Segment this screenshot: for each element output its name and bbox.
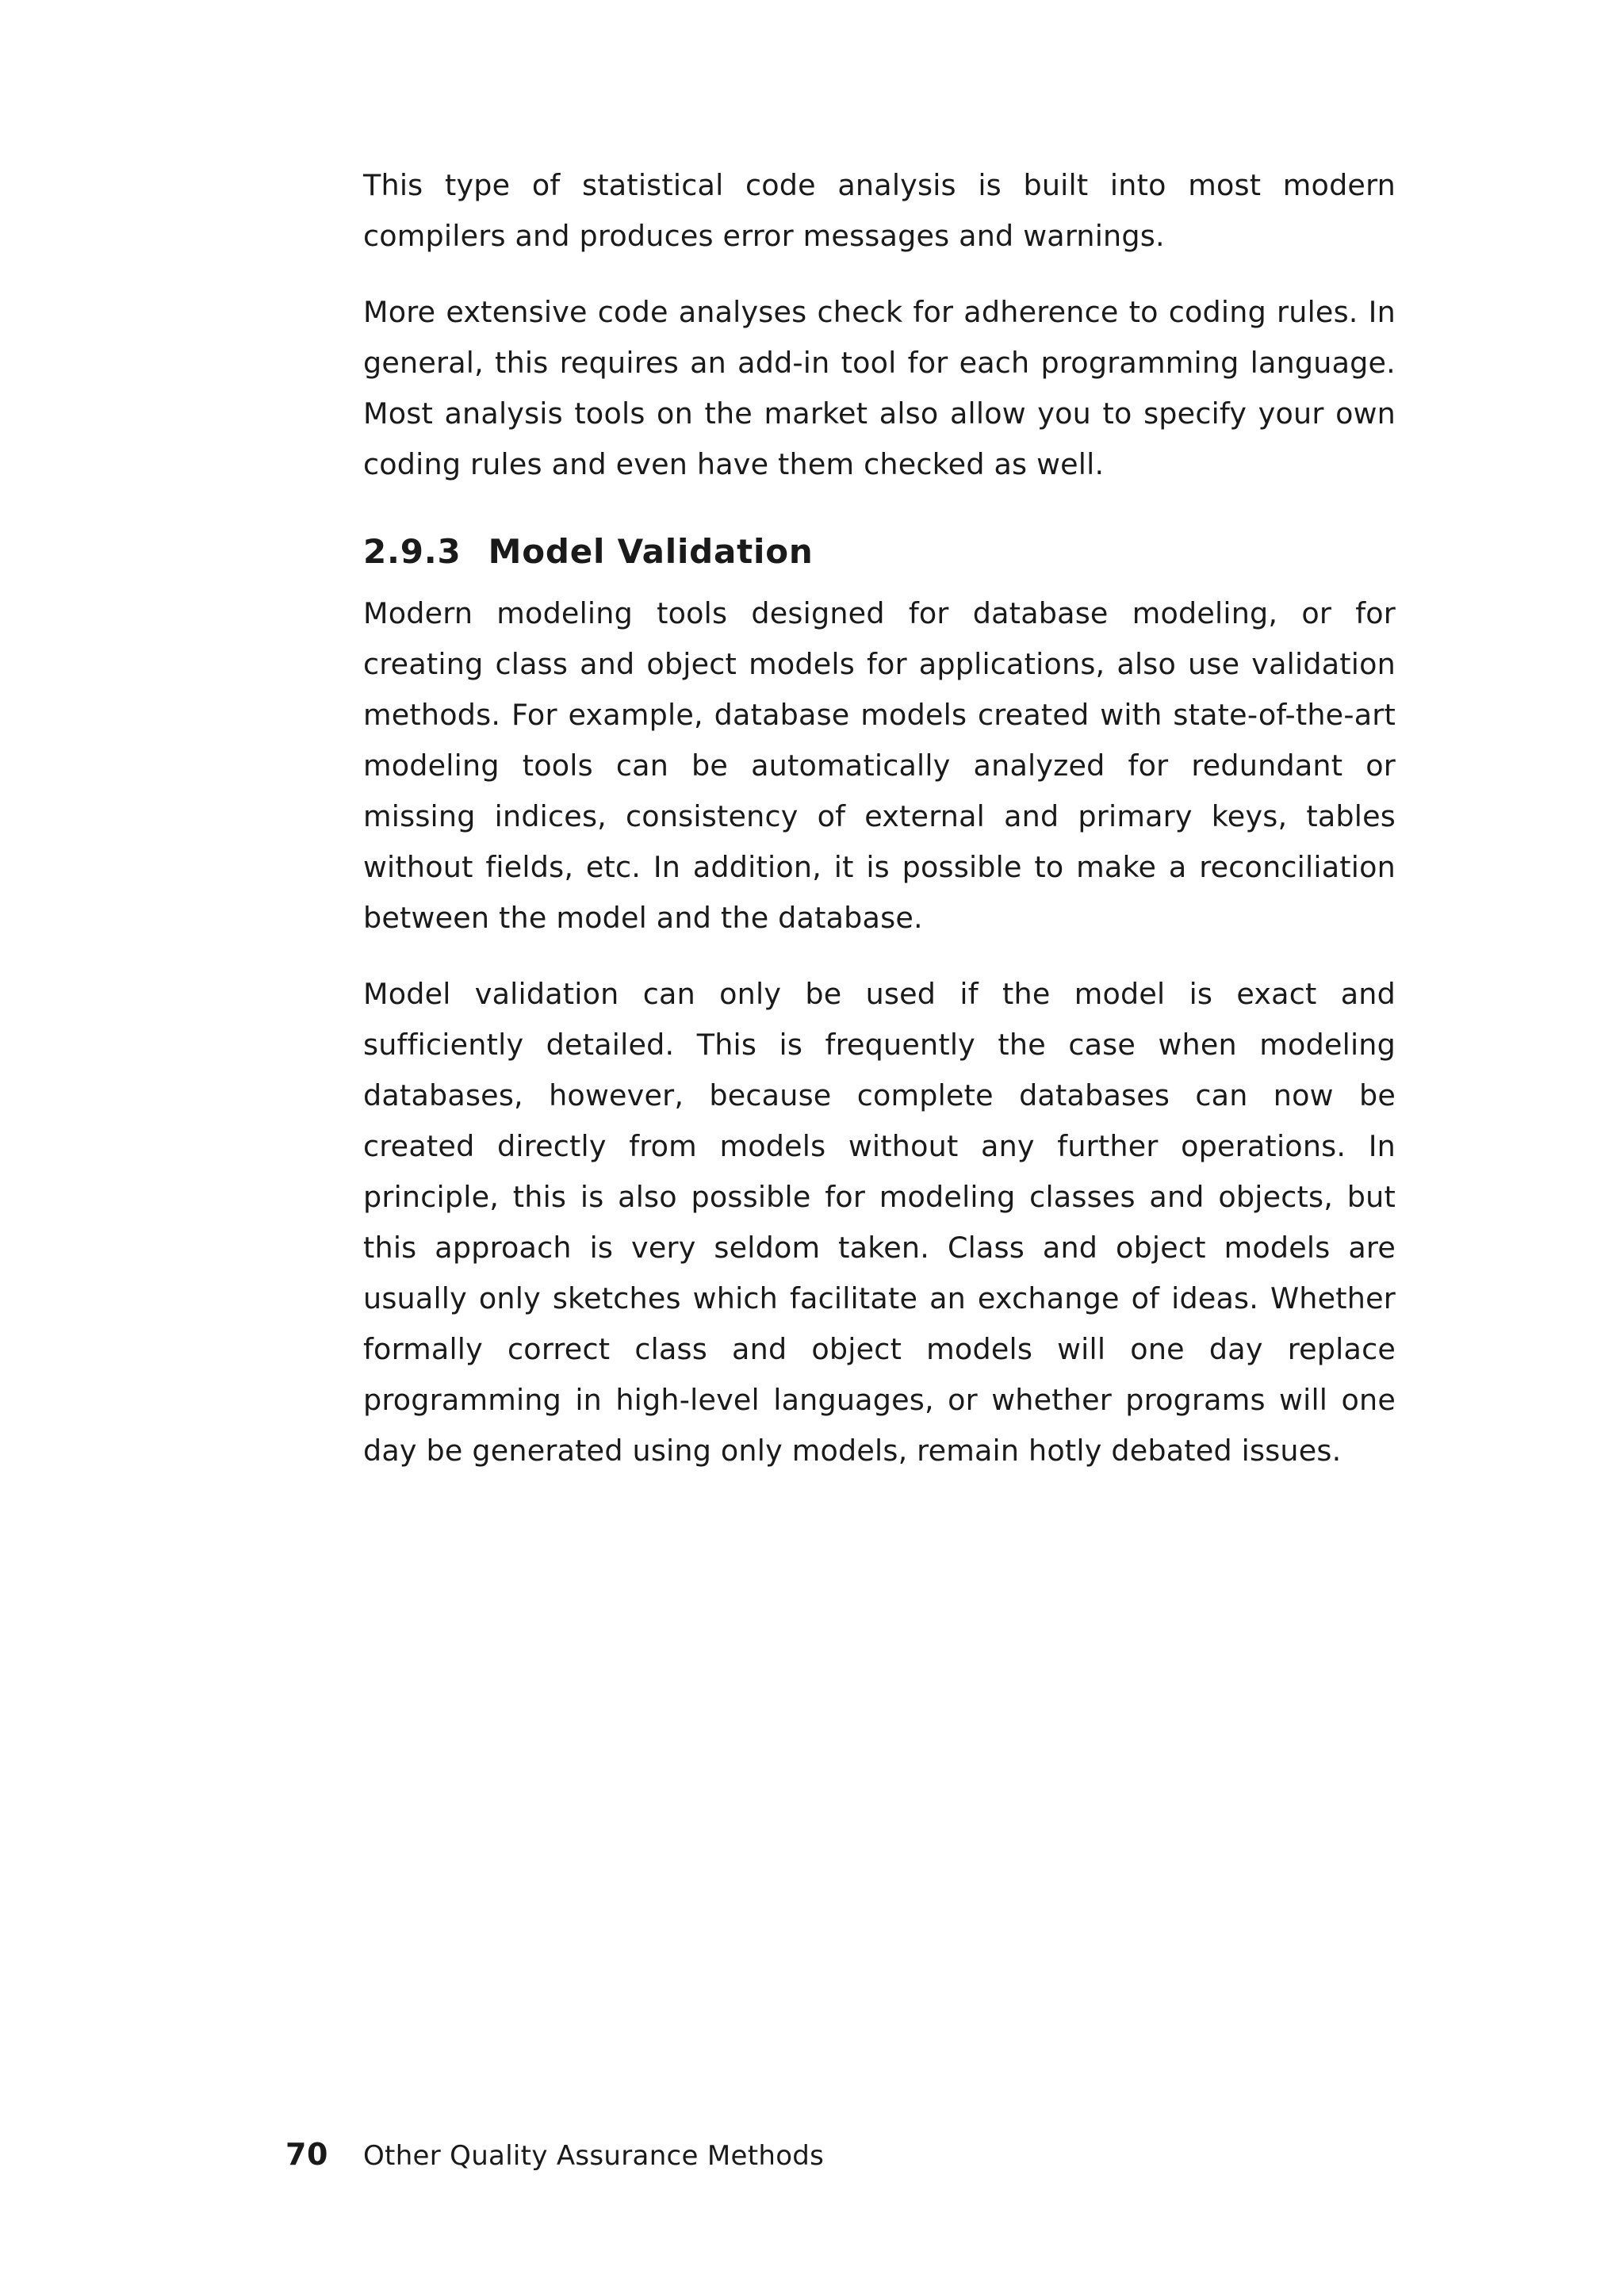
paragraph-modeling-tools: Modern modeling tools designed for database modeling, or for creating class and object models for applications, also use validation methods. For example, database models created with state-of-the-art modeling tools can be automatically analyzed for redundant or missing indices, consistency of external and primary keys, tables without fields, etc. In addition, it is possible to make a reconciliation between the model and the database.	[363, 596, 1396, 935]
running-title: Other Quality Assurance Methods	[363, 2140, 825, 2172]
page-content	[363, 160, 1396, 1502]
paragraph-compiler-analysis: This type of statistical code analysis is built into most modern compilers and produces error messages and warnings.	[363, 168, 1396, 253]
section-heading	[363, 526, 1396, 577]
page-number: 70	[285, 2137, 328, 2172]
paragraph-coding-rules: More extensive code analyses check for adherence to coding rules. In general, this requires an add-in tool for each programming language. Most analysis tools on the market also allow you to specify your own coding rules and even have them checked as well.	[363, 295, 1396, 481]
section-number: 2.9.3	[363, 532, 462, 571]
section-title: Model Validation	[488, 532, 814, 571]
paragraph-model-validation: Model validation can only be used if the model is exact and sufficiently detailed. This is frequently the case when modeling databases, however, because complete databases can now be created directly from models without any further operations. In principle, this is also possible for modeling classes and objects, but this approach is very seldom taken. Class and object models are usually only sketches which facilitate an exchange of ideas. Whether formally correct class and object models will one day replace programming in high-level languages, or whether programs will one day be generated using only models, remain hotly debated issues.	[363, 977, 1396, 1468]
page-footer	[285, 2137, 824, 2177]
